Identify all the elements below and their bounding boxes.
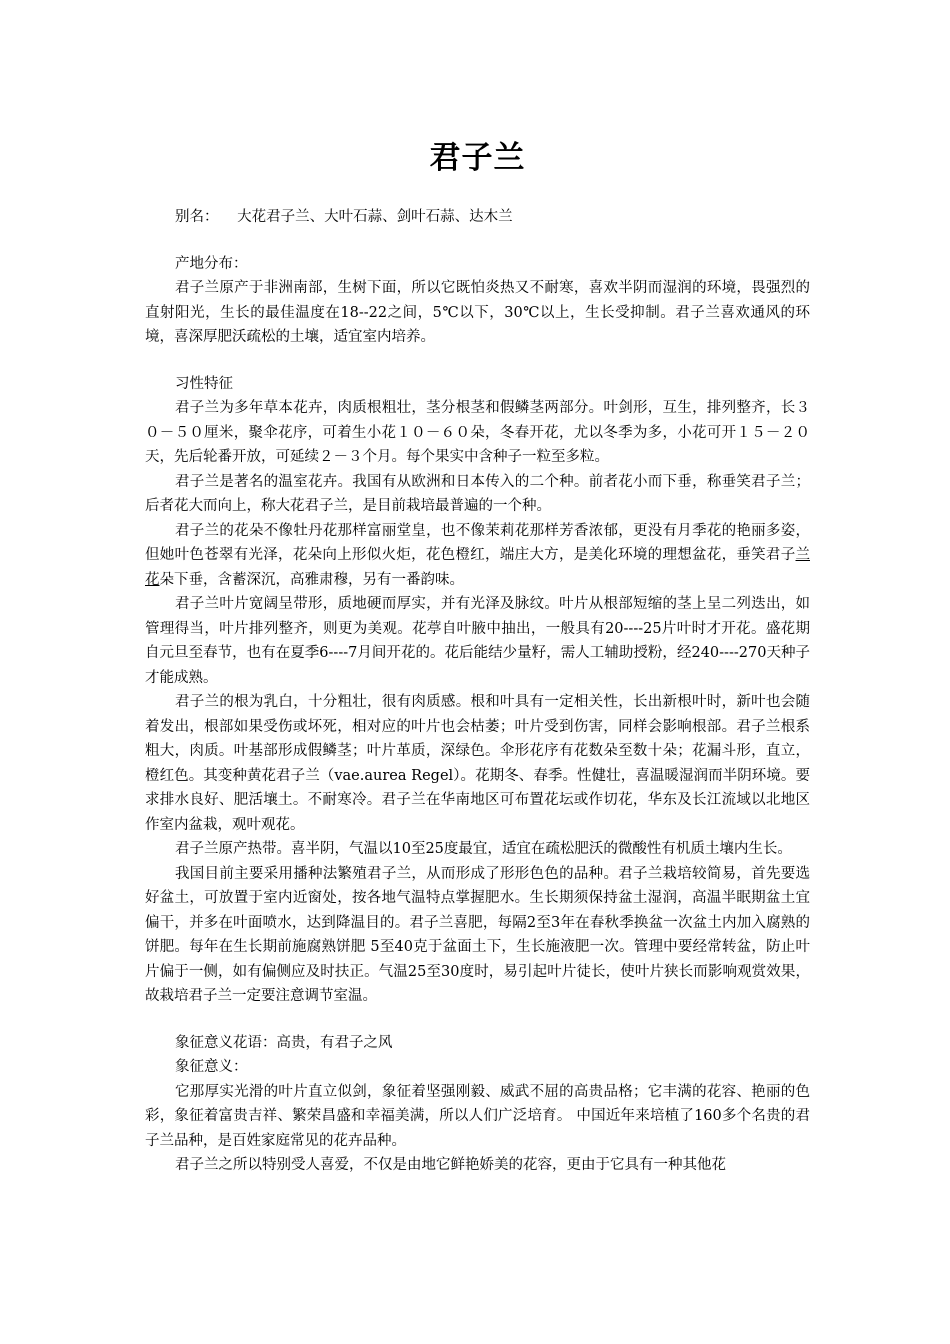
origin-paragraph: 君子兰原产于非洲南部，生树下面，所以它既怕炎热又不耐寒，喜欢半阴而湿润的环境，畏强烈的直射阳光，生长的最佳温度在18--22之间，5℃以下，30℃以上，生长受抑制。君子兰喜欢通风的环境，喜深厚肥沃疏松的土壤，适宜室内培养。	[145, 280, 810, 345]
document-page	[145, 128, 810, 1178]
habits-paragraph-6: 君子兰原产热带。喜半阴，气温以10至25度最宜，适宜在疏松肥沃的微酸性有机质土壤内生长。	[175, 841, 792, 857]
habits-paragraph-1: 君子兰为多年草本花卉，肉质根粗壮，茎分根茎和假鳞茎两部分。叶剑形，互生，排列整齐，长３０－５０厘米，聚伞花序，可着生小花１０－６０朵，冬春开花，尤以冬季为多，小花可开１５－２０天，先后轮番开放，可延续２－３个月。每个果实中含种子一粒至多粒。	[145, 400, 810, 465]
alias-value: 大花君子兰、大叶石蒜、剑叶石蒜、达木兰	[237, 209, 513, 225]
document-title: 君子兰	[429, 140, 526, 176]
flower-language-line: 象征意义花语：高贵，有君子之风	[175, 1034, 393, 1051]
habits-paragraph-3-text-a: 君子兰的花朵不像牡丹花那样富丽堂皇，也不像茉莉花那样芳香浓郁，更没有月季花的艳丽多姿，但她叶色苍翠有光泽，花朵向上形似火炬，花色橙红，端庄大方，是美化环境的理想盆花，垂笑君子	[145, 522, 810, 563]
orchid-link[interactable]: 兰花	[145, 547, 810, 588]
habits-paragraph-7: 我国目前主要采用播种法繁殖君子兰，从而形成了形形色色的品种。君子兰栽培较简易，首先要选好盆土，可放置于室内近窗处，按各地气温特点掌握肥水。生长期须保持盆土湿润，高温半眠期盆土宜偏干，并多在叶面喷水，达到降温目的。君子兰喜肥，每隔2至3年在春秋季换盆一次盆土内加入腐熟的饼肥。每年在生长期前施腐熟饼肥 5至40克于盆面土下，生长施液肥一次。管理中要经常转盆，防止叶片偏于一侧，如有偏侧应及时扶正。气温25至30度时，易引起叶片徒长，使叶片狭长而影响观赏效果，故栽培君子兰一定要注意调节室温。	[145, 865, 810, 1004]
habits-heading: 习性特征	[175, 375, 233, 392]
origin-heading: 产地分布：	[175, 255, 248, 272]
symbolism-paragraph-2: 君子兰之所以特别受人喜爱，不仅是由地它鲜艳娇美的花容，更由于它具有一种其他花	[175, 1157, 726, 1173]
habits-paragraph-4: 君子兰叶片宽阔呈带形，质地硬而厚实，并有光泽及脉纹。叶片从根部短缩的茎上呈二列迭出，如管理得当，叶片排列整齐，则更为美观。花葶自叶腋中抽出，一般具有20----25片叶时才开花。盛花期自元旦至春节，也有在夏季6----7月间开花的。花后能结少量籽，需人工辅助授粉，经240----270天种子才能成熟。	[145, 596, 810, 686]
habits-paragraph-2: 君子兰是著名的温室花卉。我国有从欧洲和日本传入的二个种。前者花小而下垂，称垂笑君子兰；后者花大而向上，称大花君子兰，是目前栽培最普遍的一个种。	[145, 473, 810, 514]
habits-paragraph-3-text-b: 朵下垂，含蓄深沉，高雅肃穆，另有一番韵味。	[159, 571, 464, 588]
habits-paragraph-3	[145, 519, 810, 593]
habits-paragraph-5: 君子兰的根为乳白，十分粗壮，很有肉质感。根和叶具有一定相关性，长出新根叶时，新叶也会随着发出，根部如果受伤或坏死，相对应的叶片也会枯萎；叶片受到伤害，同样会影响根部。君子兰根系粗大，肉质。叶基部形成假鳞茎；叶片革质，深绿色。伞形花序有花数朵至数十朵；花漏斗形，直立，橙红色。其变种黄花君子兰（vae.aurea Regel）。花期冬、春季。性健壮，喜温暖湿润而半阴环境。要求排水良好、肥活壤土。不耐寒冷。君子兰在华南地区可布置花坛或作切花，华东及长江流域以北地区作室内盆栽，观叶观花。	[145, 694, 810, 833]
symbolism-heading: 象征意义：	[175, 1059, 248, 1075]
alias-line	[145, 205, 810, 230]
symbolism-paragraph-1: 它那厚实光滑的叶片直立似剑，象征着坚强刚毅、威武不屈的高贵品格；它丰满的花容、艳丽的色彩，象征着富贵吉祥、繁荣昌盛和幸福美满，所以人们广泛培育。 中国近年来培植了160多个名贵的君子兰品种，是百姓家庭常见的花卉品种。	[145, 1083, 810, 1149]
alias-label: 别名：	[175, 209, 219, 225]
